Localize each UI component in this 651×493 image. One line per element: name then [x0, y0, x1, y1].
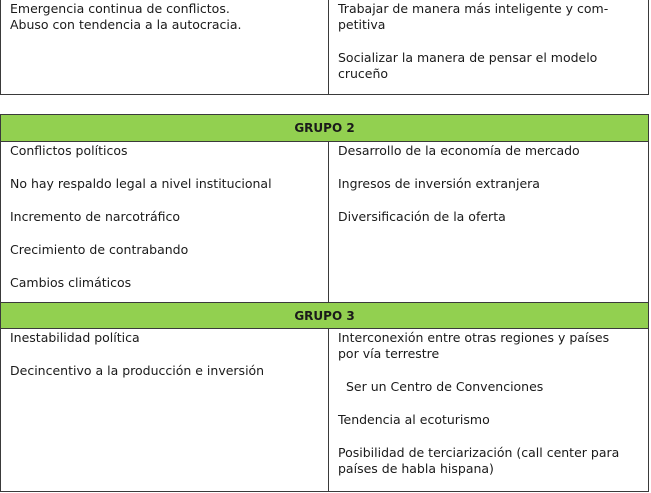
top-table	[0, 0, 649, 95]
text-line: Emergencia continua de conflictos.	[10, 1, 230, 16]
text-line: países de habla hispana)	[338, 461, 494, 476]
text-line: Interconexión entre otras regiones y países	[338, 330, 610, 345]
text-line: Cambios climáticos	[10, 275, 132, 290]
text-line: por vía terrestre	[338, 346, 440, 361]
text-line: Diversificación de la oferta	[338, 209, 506, 224]
text-line: Ingresos de inversión extranjera	[338, 176, 540, 191]
group-3-header: GRUPO 3	[1, 302, 648, 329]
group-2-left-cell	[1, 142, 329, 302]
text-line: cruceño	[338, 66, 389, 81]
groups-table	[0, 114, 649, 492]
group-3-left-cell	[1, 329, 329, 492]
group-2-header: GRUPO 2	[1, 115, 648, 142]
text-line: Posibilidad de terciarización (call center para	[338, 445, 620, 460]
text-line: Ser un Centro de Convenciones	[346, 379, 544, 394]
text-line: Crecimiento de contrabando	[10, 242, 189, 257]
text-line: Abuso con tendencia a la autocracia.	[10, 17, 242, 32]
text-line: Trabajar de manera más inteligente y com-	[338, 1, 609, 16]
text-line: Decincentivo a la producción e inversión	[10, 363, 265, 378]
text-line: Tendencia al ecoturismo	[338, 412, 490, 427]
group-2-right-cell	[329, 142, 648, 302]
top-right-cell	[329, 0, 648, 94]
text-line: Conflictos políticos	[10, 143, 128, 158]
text-line: Inestabilidad política	[10, 330, 140, 345]
text-line: Incremento de narcotráfico	[10, 209, 181, 224]
top-left-cell	[1, 0, 329, 94]
text-line: Desarrollo de la economía de mercado	[338, 143, 580, 158]
text-line: petitiva	[338, 17, 386, 32]
group-3-right-cell	[329, 329, 648, 492]
text-line: Socializar la manera de pensar el modelo	[338, 50, 598, 65]
text-line: No hay respaldo legal a nivel institucional	[10, 176, 272, 191]
